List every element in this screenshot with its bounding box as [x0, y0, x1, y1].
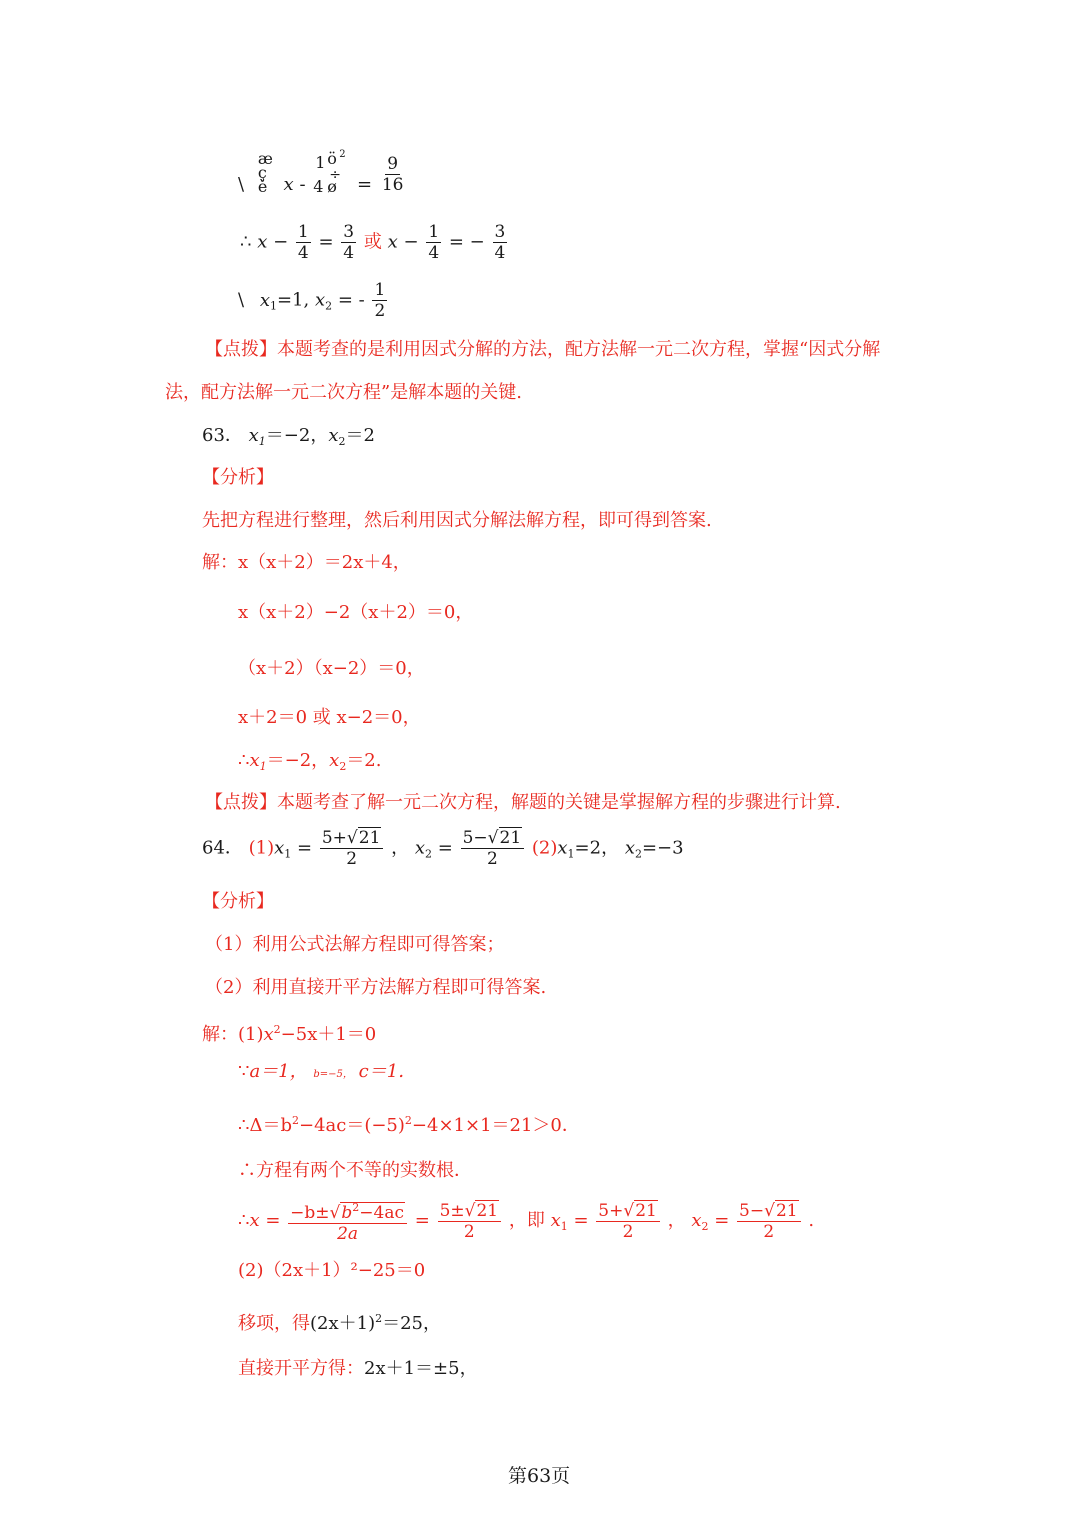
fraction: $\frac{-b\pm√b^2-4ac}{2a}$	[288, 1198, 407, 1244]
q63-number: 63．	[202, 425, 243, 446]
q64-sqrt-step: 直接开平方得：2x＋1＝±5，	[238, 1358, 478, 1379]
fraction-1-2: $\frac{1}{2}$	[374, 280, 386, 321]
paren-glyphs: æ ç è	[257, 149, 273, 196]
q64-move-terms: 移项，得$(2x+1)^2=25$，	[238, 1312, 442, 1334]
q63-solution-line4: x＋2＝0 或 x−2＝0，	[238, 707, 421, 728]
q64-coefficients: ∵a＝1， b=−5， c＝1．	[238, 1061, 417, 1082]
q63-tip: 【点拨】本题考查了解一元二次方程，解题的关键是掌握解方程的步骤进行计算.	[205, 792, 841, 813]
tip-label: 【点拨】	[205, 792, 277, 813]
step-roots: \ $x_1=1$, $x_2$ = - $\frac{1}{2}$	[238, 280, 386, 321]
q64-analysis-label: 【分析】	[202, 891, 274, 912]
q64-analysis-1: （1）利用公式法解方程即可得答案；	[205, 934, 505, 955]
q64-discriminant: $\therefore\Delta=b^2-4ac=(-5)^2-4\times 1\times 1=21>0$．	[238, 1114, 580, 1136]
q63-analysis-text: 先把方程进行整理，然后利用因式分解法解方程，即可得到答案.	[202, 510, 712, 531]
step-squared-form: \ æ ç è x - 1 ö 2 ÷ 4 ø = $\frac{9}{16}$	[238, 149, 404, 196]
tip-paragraph-line1: 【点拨】本题考查的是利用因式分解的方法，配方法解一元二次方程，掌握“因式分解	[205, 339, 881, 360]
fraction: $\frac{5+√21}{2}$	[596, 1201, 660, 1242]
q64-solution-line1: 解：$(1)x^2-5x+1=0$	[202, 1023, 377, 1045]
tip-label: 【点拨】	[205, 339, 277, 360]
fraction: $\frac{5+√21}{2}$	[320, 828, 384, 869]
q63-solution-line5: $\therefore x_1=-2$，$x_2=2$.	[238, 750, 382, 773]
q63-answer: 63． $x_1=-2$，$x_2=2$	[202, 425, 375, 448]
q64-number: 64．	[202, 837, 243, 859]
q63-solution-line3: （x＋2）（x−2）＝0，	[238, 658, 425, 679]
q64-analysis-2: （2）利用直接开平方法解方程即可得答案.	[205, 977, 547, 998]
fraction: $\frac{5-√21}{2}$	[461, 828, 525, 869]
fraction: $\frac{1}{4}$	[428, 222, 440, 263]
q63-solution-line2: x（x＋2）−2（x＋2）＝0，	[238, 602, 474, 623]
q63-analysis-label: 【分析】	[202, 467, 274, 488]
inner-fraction: 1 ö 2 ÷ 4 ø	[313, 149, 346, 196]
tip-paragraph-line2: 法，配方法解一元二次方程”是解本题的关键.	[165, 382, 522, 403]
fraction: $\frac{5\pm√21}{2}$	[438, 1201, 502, 1242]
fraction: $\frac{3}{4}$	[494, 222, 506, 263]
q63-solution-line1: 解：x（x＋2）＝2x＋4，	[202, 552, 411, 573]
fraction-9-16: $\frac{9}{16}$	[381, 154, 404, 195]
step-two-cases: ∴ x − $\frac{1}{4}$ = $\frac{3}{4}$ 或 x − $\frac{1}{4}$ = − $\frac{3}{4}$	[240, 222, 506, 263]
fraction: $\frac{5-√21}{2}$	[737, 1201, 801, 1242]
fraction: $\frac{1}{4}$	[297, 222, 309, 263]
fraction: $\frac{3}{4}$	[343, 222, 355, 263]
q64-quadratic-formula: ∴x = $\frac{-b\pm√b^2-4ac}{2a}$ = $\frac{5\pm√21}{2}$ ，即 $x_1$ = $\frac{5+√21}{2}$ ， $x_2$ = $\frac{5-√21}{2}$ .	[238, 1198, 814, 1244]
page-number: 第63页	[508, 1465, 571, 1487]
q64-answer: 64． $(1)x_1$ = $\frac{5+√21}{2}$ ， $x_2$ = $\frac{5-√21}{2}$ $(2)x_1=2$， $x_2=-3$	[202, 828, 684, 869]
q64-part2-equation: (2)（2x＋1）²−25＝0	[238, 1260, 426, 1281]
q64-roots-statement: ∴方程有两个不等的实数根．	[238, 1160, 472, 1181]
